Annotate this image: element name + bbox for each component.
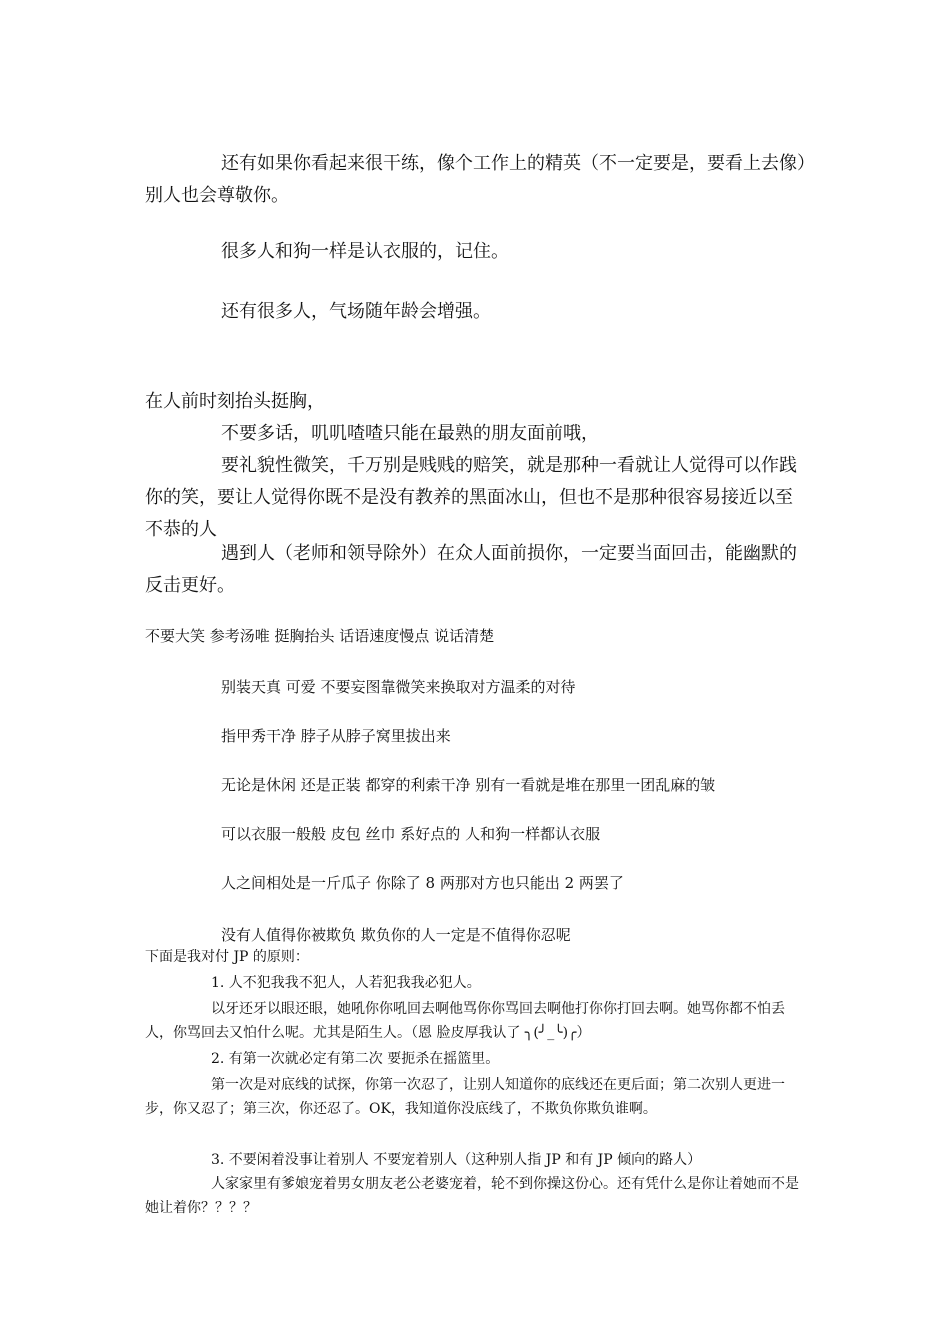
- paragraph-smile: 要礼貌性微笑，千万别是贱贱的赔笑，就是那种一看就让人觉得可以作践你的笑，要让人觉得你既不是没有教养的黑面冰山，但也不是那种很容易接近以至不恭的人: [145, 455, 797, 540]
- tip-line: 不要大笑 参考汤唯 挺胸抬头 话语速度慢点 说话清楚: [145, 627, 495, 645]
- paragraph-appearance: 还有如果你看起来很干练，像个工作上的精英（不一定要是，要看上去像）别人也会尊敬你。: [145, 153, 806, 206]
- tip-line: 人之间相处是一斤瓜子 你除了 8 两那对方也只能出 2 两罢了: [221, 874, 624, 892]
- tip-line: 指甲秀干净 脖子从脖子窝里拔出来: [221, 727, 451, 745]
- principle-2-title: 2. 有第一次就必定有第二次 要扼杀在摇篮里。: [211, 1051, 500, 1067]
- principle-1-body: 以牙还牙以眼还眼，她吼你你吼回去啊他骂你你骂回去啊他打你你打回去啊。她骂你都不怕丢人，你骂回去又怕什么呢。尤其是陌生人。（恩 脸皮厚我认了 ╮(╯_╰)╭）: [145, 1001, 785, 1041]
- paragraph-talk-less: 不要多话，叽叽喳喳只能在最熟的朋友面前哦，: [221, 423, 599, 444]
- principle-3-title: 3. 不要闲着没事让着别人 不要宠着别人（这种别人指 JP 和有 JP 倾向的路人）: [211, 1152, 702, 1168]
- tip-line: 别装天真 可爱 不要妄图靠微笑来换取对方温柔的对待: [221, 678, 576, 696]
- principles-intro: 下面是我对付 JP 的原则：: [145, 949, 309, 965]
- principle-3-body: 人家家里有爹娘宠着男女朋友老公老婆宠着，轮不到你操这份心。还有凭什么是你让着她而不是她让着你？？？？: [145, 1176, 799, 1216]
- tip-line: 无论是休闲 还是正装 都穿的利索干净 别有一看就是堆在那里一团乱麻的皱: [221, 776, 716, 794]
- tip-line: 没有人值得你被欺负 欺负你的人一定是不值得你忍呢: [221, 926, 571, 944]
- paragraph-clothes: 很多人和狗一样是认衣服的，记住。: [221, 241, 509, 262]
- paragraph-posture: 在人前时刻抬头挺胸，: [145, 391, 325, 412]
- principle-1-title: 1. 人不犯我我不犯人，人若犯我我必犯人。: [211, 975, 481, 991]
- tip-line: 可以衣服一般般 皮包 丝巾 系好点的 人和狗一样都认衣服: [221, 825, 601, 843]
- principle-2-body: 第一次是对底线的试探，你第一次忍了，让别人知道你的底线还在更后面；第二次别人更进一步，你又忍了；第三次，你还忍了。OK，我知道你没底线了，不欺负你欺负谁啊。: [145, 1077, 785, 1117]
- paragraph-aura: 还有很多人，气场随年龄会增强。: [221, 301, 491, 322]
- paragraph-fight-back: 遇到人（老师和领导除外）在众人面前损你，一定要当面回击，能幽默的反击更好。: [145, 543, 797, 596]
